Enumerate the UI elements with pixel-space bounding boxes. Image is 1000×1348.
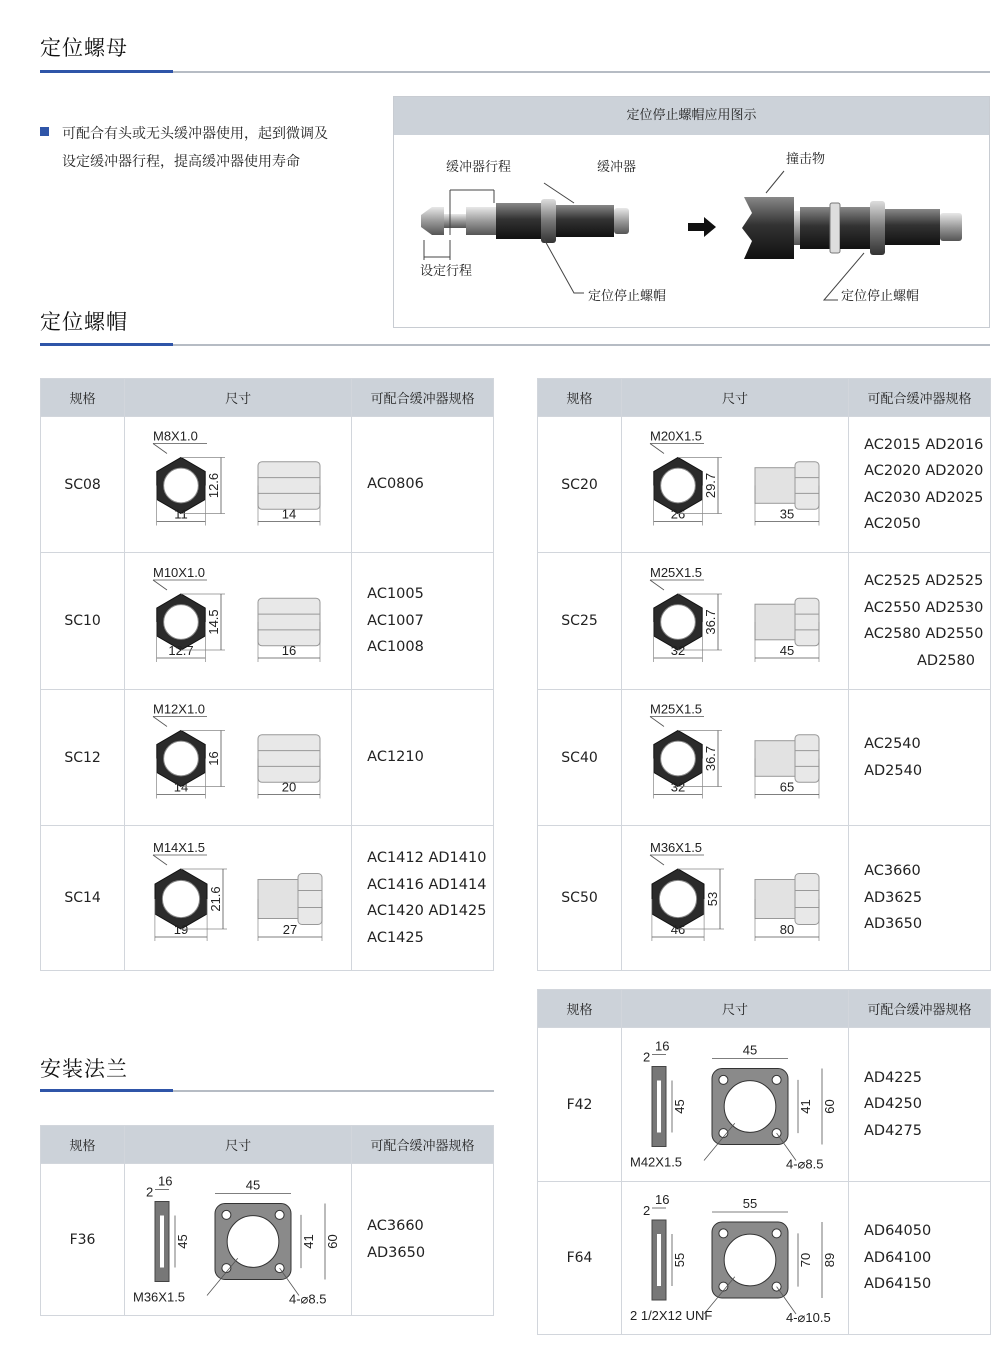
leader-line (650, 855, 664, 865)
spec-value: SC10 (41, 553, 125, 690)
nut-drawing (125, 826, 352, 971)
compat-item: AC1007 (367, 612, 424, 629)
spec-value: SC50 (538, 826, 622, 971)
flange-bore-icon (724, 1234, 776, 1286)
thread-label: M14X1.5 (153, 840, 206, 855)
spec-value: SC40 (538, 690, 622, 826)
leader-line (650, 444, 664, 454)
width-value: 45 (245, 1177, 261, 1193)
intro-line-2: 设定缓冲器行程，提高缓冲器使用寿命 (62, 154, 300, 170)
length-value: 65 (779, 779, 795, 795)
holes-label: 4-⌀8.5 (786, 1156, 824, 1172)
nut-side-view (258, 735, 320, 783)
label-stop-nut-right: 定位停止螺帽 (841, 288, 920, 303)
table-row (538, 1028, 991, 1182)
holes-label: 4-⌀10.5 (786, 1310, 831, 1325)
compatible-list (849, 1182, 991, 1335)
length-value: 14 (281, 506, 297, 522)
flange-drawing (622, 1182, 849, 1335)
holes-label: 4-⌀8.5 (289, 1291, 327, 1307)
absorber-right (742, 197, 962, 259)
compatible-list (849, 553, 991, 690)
thread-label: M20X1.5 (650, 428, 703, 444)
thread-label: M36X1.5 (650, 840, 703, 855)
across-flats-value: 19 (173, 922, 189, 937)
nut-bore-icon (163, 880, 200, 917)
header-size: 尺寸 (125, 379, 352, 417)
compat-item: AC2030 AD2025 (864, 489, 984, 506)
compat-item: AD3650 (864, 916, 923, 933)
bullet-marker (40, 127, 49, 136)
height-value: 14.5 (206, 609, 222, 635)
leader-line (153, 717, 167, 727)
compat-item: AD64150 (864, 1276, 932, 1293)
header-compatible: 可配合缓冲器规格 (849, 379, 991, 417)
compat-item: AD64050 (864, 1223, 932, 1240)
compat-item: AD3625 (864, 889, 923, 906)
nut-side-hex (795, 735, 819, 783)
intro-text (62, 120, 362, 176)
nut-drawing (125, 553, 352, 690)
compat-item: AC2525 AD2525 (864, 573, 984, 589)
compatible-list (849, 826, 991, 971)
slot-width-value: 16 (158, 1173, 173, 1189)
compat-item: AC2580 AD2550 (864, 626, 984, 642)
nut-side-hex (795, 874, 819, 925)
length-value: 16 (281, 643, 297, 658)
height-value: 53 (705, 891, 721, 907)
across-flats-value: 46 (670, 922, 686, 937)
compat-item: AC1425 (367, 929, 424, 946)
across-flats-value: 11 (174, 506, 188, 522)
spec-value: F64 (538, 1182, 622, 1335)
thread-label: M36X1.5 (133, 1289, 186, 1305)
across-flats-value: 14 (173, 779, 189, 795)
nut-side-hex (795, 462, 819, 510)
thread-label: M8X1.0 (153, 428, 198, 444)
header-size: 尺寸 (125, 1126, 352, 1164)
length-value: 27 (282, 922, 298, 937)
length-value: 80 (779, 922, 795, 937)
height-value: 29.7 (703, 472, 719, 499)
compat-item: AC1420 AD1425 (367, 903, 487, 919)
spec-value: F36 (41, 1164, 125, 1316)
header-spec: 规格 (538, 379, 622, 417)
slot-width-value: 16 (655, 1192, 670, 1207)
thread-label: M25X1.5 (650, 701, 703, 717)
spec-value: SC25 (538, 553, 622, 690)
flange-bore-icon (227, 1216, 279, 1268)
nut-side-body (755, 604, 795, 640)
nut-side-hex (298, 874, 322, 925)
application-figure-title: 定位停止螺帽应用图示 (394, 97, 989, 135)
label-stop-nut-left: 定位停止螺帽 (588, 288, 667, 303)
table-row (538, 690, 991, 826)
table-row (538, 417, 991, 553)
table-row (538, 553, 991, 690)
nut-bore-icon (164, 741, 199, 776)
nut-drawing (125, 417, 352, 553)
mount-hole-icon (772, 1129, 781, 1138)
flange-slot (657, 1234, 661, 1286)
absorber-left (421, 199, 629, 243)
label-stroke: 缓冲器行程 (446, 159, 512, 174)
table-row (538, 1182, 991, 1335)
table-row (41, 1164, 494, 1316)
thread-label: 2 1/2X12 UNF (630, 1308, 713, 1323)
height-value: 12.6 (206, 472, 222, 499)
across-flats-value: 32 (670, 643, 686, 658)
label-impact-object: 撞击物 (786, 151, 826, 166)
nut-side-view (258, 598, 320, 646)
nut-drawing (125, 690, 352, 826)
height-value: 36.7 (703, 609, 719, 635)
height-value: 16 (206, 751, 222, 766)
flange-slot (657, 1081, 661, 1133)
thread-label: M42X1.5 (630, 1154, 683, 1170)
compatible-list (849, 690, 991, 826)
width-value: 55 (742, 1196, 758, 1211)
mount-hole-icon (772, 1229, 781, 1238)
nut-table-left (40, 378, 494, 971)
thread-label: M10X1.0 (153, 565, 206, 580)
application-figure (393, 96, 990, 328)
compat-item: AD4225 (864, 1069, 922, 1086)
compatible-list (352, 690, 494, 826)
header-compatible: 可配合缓冲器规格 (352, 1126, 494, 1164)
nut-bore-icon (661, 605, 696, 640)
table-row (41, 417, 494, 553)
across-flats-value: 12.7 (168, 643, 194, 658)
mount-hole-icon (719, 1075, 728, 1084)
nut-side-hex (795, 598, 819, 646)
compat-item: AC2550 AD2530 (864, 599, 984, 616)
compatible-list (352, 553, 494, 690)
spec-value: SC12 (41, 690, 125, 826)
slot-width-value: 16 (655, 1038, 670, 1054)
label-absorber: 缓冲器 (597, 159, 637, 174)
header-spec: 规格 (41, 379, 125, 417)
compat-item: AC2540 (864, 736, 921, 752)
header-compatible: 可配合缓冲器规格 (352, 379, 494, 417)
across-flats-value: 32 (670, 779, 686, 795)
compat-item: AC3660 (367, 1218, 424, 1234)
outer-value: 60 (325, 1234, 341, 1249)
compat-item: AD4250 (864, 1096, 922, 1113)
nut-table-right (537, 378, 991, 971)
nut-bore-icon (164, 468, 199, 503)
compat-item: AC1008 (367, 639, 424, 656)
nut-side-body (755, 741, 795, 777)
compat-item: AD2540 (864, 762, 923, 779)
flange-drawing (622, 1028, 849, 1182)
section-divider (40, 1090, 494, 1092)
leader-line (153, 855, 167, 865)
side-height-value: 55 (672, 1252, 687, 1268)
nut-side-body (755, 880, 795, 919)
arrow-icon (688, 217, 716, 237)
nut-drawing (622, 826, 849, 971)
compat-item: AC1416 AD1414 (367, 876, 487, 893)
mount-hole-icon (275, 1210, 284, 1219)
compatible-list (849, 1028, 991, 1182)
table-row (41, 690, 494, 826)
table-row (41, 553, 494, 690)
compat-item: AC2015 AD2016 (864, 436, 984, 453)
thickness-value: 2 (643, 1049, 651, 1065)
intro-line-1: 可配合有头或无头缓冲器使用，起到微调及 (62, 126, 328, 142)
spec-value: SC20 (538, 417, 622, 553)
nut-drawing (622, 553, 849, 690)
table-row (41, 826, 494, 971)
flange-table-right (537, 989, 991, 1335)
nut-bore-icon (661, 741, 696, 776)
application-diagram (394, 135, 989, 325)
compat-item: AD2580 (917, 652, 975, 669)
compatible-list (352, 826, 494, 971)
nut-bore-icon (661, 468, 696, 503)
outer-value: 60 (822, 1099, 837, 1114)
spec-value: SC14 (41, 826, 125, 971)
section-title-positioning-nut: 定位螺帽 (40, 310, 128, 334)
width-value: 45 (742, 1042, 758, 1058)
nut-side-body (258, 880, 298, 919)
length-value: 45 (779, 643, 795, 658)
nut-side-body (755, 468, 795, 504)
compatible-list (352, 1164, 494, 1316)
hole-pitch-value: 41 (798, 1099, 813, 1114)
spec-value: F42 (538, 1028, 622, 1182)
height-value: 36.7 (703, 745, 719, 772)
leader-line (650, 580, 664, 590)
compatible-list (849, 417, 991, 553)
flange-drawing (125, 1164, 352, 1316)
compat-item: AD64100 (864, 1249, 932, 1266)
table-row (538, 826, 991, 971)
outer-value: 89 (822, 1252, 837, 1268)
leader-line (153, 444, 167, 454)
label-set-stroke: 设定行程 (420, 263, 473, 278)
nut-drawing (622, 417, 849, 553)
compatible-list (352, 417, 494, 553)
compat-item: AC1005 (367, 586, 424, 603)
nut-bore-icon (164, 605, 199, 640)
compat-item: AC1210 (367, 749, 424, 766)
section-title-flange: 安装法兰 (40, 1057, 128, 1081)
section-divider (40, 71, 990, 73)
mount-hole-icon (772, 1075, 781, 1084)
side-height-value: 45 (175, 1234, 191, 1249)
leader-line (153, 580, 167, 590)
mount-hole-icon (222, 1210, 231, 1219)
thread-label: M25X1.5 (650, 565, 703, 580)
header-spec: 规格 (538, 990, 622, 1028)
compat-item: AC2050 (864, 516, 921, 532)
header-size: 尺寸 (622, 379, 849, 417)
compat-item: AC0806 (367, 476, 424, 493)
flange-slot (160, 1216, 164, 1268)
height-value: 21.6 (208, 886, 224, 912)
spec-value: SC08 (41, 417, 125, 553)
compat-item: AC1412 AD1410 (367, 850, 487, 866)
thickness-value: 2 (146, 1184, 154, 1200)
header-size: 尺寸 (622, 990, 849, 1028)
thread-label: M12X1.0 (153, 701, 206, 717)
length-value: 20 (281, 779, 297, 795)
mount-hole-icon (275, 1264, 284, 1273)
hole-pitch-value: 70 (798, 1252, 813, 1268)
nut-side-view (258, 462, 320, 510)
header-spec: 规格 (41, 1126, 125, 1164)
section-title-locating-nut: 定位螺母 (40, 36, 128, 60)
mount-hole-icon (772, 1282, 781, 1291)
compat-item: AC3660 (864, 863, 921, 880)
length-value: 35 (779, 506, 795, 522)
nut-bore-icon (659, 880, 696, 917)
across-flats-value: 26 (670, 506, 686, 522)
leader-line (650, 717, 664, 727)
nut-drawing (622, 690, 849, 826)
hole-pitch-value: 41 (301, 1234, 317, 1249)
mount-hole-icon (719, 1229, 728, 1238)
header-compatible: 可配合缓冲器规格 (849, 990, 991, 1028)
thickness-value: 2 (643, 1203, 651, 1218)
flange-bore-icon (724, 1081, 776, 1133)
side-height-value: 45 (672, 1099, 687, 1114)
flange-table-left (40, 1125, 494, 1316)
compat-item: AD4275 (864, 1122, 922, 1139)
section-divider (40, 344, 990, 346)
compat-item: AD3650 (367, 1244, 426, 1261)
compat-item: AC2020 AD2020 (864, 463, 984, 479)
